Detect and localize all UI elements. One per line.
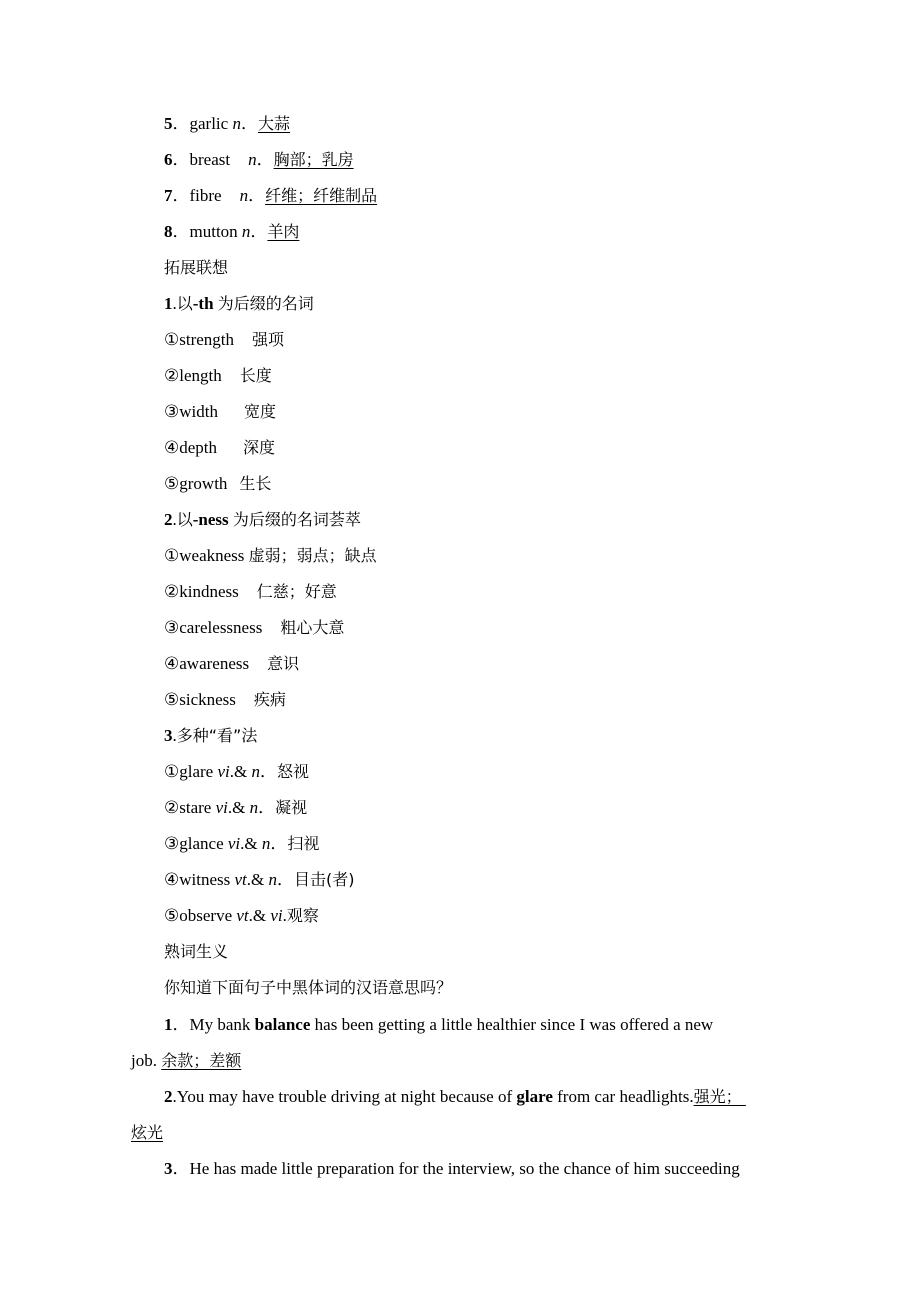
word: mutton (189, 222, 238, 241)
meaning: 疾病 (253, 690, 286, 709)
circled-number: ② (164, 798, 180, 817)
bold-word: balance (254, 1015, 311, 1034)
word: witness (179, 870, 231, 889)
part-of-speech: vt (234, 870, 247, 889)
sentence-line: 1．My bank balance has been getting a little healthier since I was offered a new (164, 1015, 714, 1034)
list-item (164, 437, 275, 459)
sentence-line: 3．He has made little preparation for the interview, so the chance of him succeeding (164, 1159, 740, 1178)
sentence-number: 2 (164, 1087, 173, 1106)
sentence-text: He has made little preparation for the interview, so the chance of him succeeding (189, 1159, 740, 1178)
part-of-speech: vi (215, 798, 228, 817)
circled-number: ① (164, 330, 180, 349)
meaning: 扫视 (287, 834, 320, 853)
list-item: ①glare vi.& n．怒视 (164, 762, 310, 781)
circled-number: ① (164, 762, 180, 781)
group-number: 2 (164, 510, 173, 529)
title-text: 多种“看”法 (176, 726, 258, 745)
word: observe (179, 906, 233, 925)
part-of-speech: vi (217, 762, 230, 781)
word: growth (179, 474, 228, 493)
circled-number: ② (164, 366, 180, 385)
part-of-speech: n (268, 870, 278, 889)
list-item: ③glance vi.& n．扫视 (164, 834, 320, 853)
list-item (164, 545, 377, 567)
item-number: 7 (164, 186, 173, 205)
circled-number: ④ (164, 654, 180, 673)
answer: 余款；差额 (161, 1051, 242, 1070)
list-item (164, 473, 271, 495)
title-rest: 为后缀的名词荟萃 (232, 510, 361, 529)
section-heading: 熟词生义 (164, 942, 229, 961)
meaning: 粗心大意 (280, 618, 345, 637)
item-number: 6 (164, 150, 173, 169)
list-item (164, 581, 337, 603)
meaning-answer: 大蒜 (257, 114, 290, 133)
circled-number: ② (164, 582, 180, 601)
circled-number: ⑤ (164, 474, 180, 493)
part-of-speech: vi (227, 834, 241, 853)
part-of-speech: n (239, 186, 249, 205)
suffix: -ness (192, 510, 229, 529)
sentence-number: 3 (164, 1159, 173, 1178)
list-item: ④witness vt.& n．目击(者) (164, 870, 355, 889)
title-prefix: 以 (176, 510, 193, 529)
vocab-item: 8．mutton n．羊肉 (164, 222, 300, 241)
group-number: 3 (164, 726, 173, 745)
meaning: 观察 (286, 906, 319, 925)
word: strength (179, 330, 235, 349)
meaning: 虚弱；弱点；缺点 (248, 546, 377, 565)
part-of-speech: n (261, 834, 271, 853)
meaning: 怒视 (277, 762, 310, 781)
list-item (164, 365, 272, 387)
word: weakness (179, 546, 245, 565)
circled-number: ⑤ (164, 906, 180, 925)
vocab-item: 7．fibre n．纤维；纤维制品 (164, 186, 378, 205)
question-prompt: 你知道下面句子中黑体词的汉语意思吗？ (164, 978, 453, 997)
part-of-speech: n (251, 762, 260, 781)
word: glance (179, 834, 224, 853)
word: width (179, 402, 218, 421)
part-of-speech: n (249, 798, 259, 817)
circled-number: ③ (164, 834, 180, 853)
word: depth (179, 438, 218, 457)
word: kindness (179, 582, 239, 601)
vocab-item: 6．breast n．胸部；乳房 (164, 150, 354, 169)
meaning: 强项 (252, 330, 285, 349)
word: awareness (179, 654, 250, 673)
meaning: 长度 (239, 366, 272, 385)
list-item (164, 689, 286, 711)
word: fibre (189, 186, 222, 205)
word: glare (179, 762, 214, 781)
circled-number: ③ (164, 618, 180, 637)
word: breast (189, 150, 231, 169)
word: stare (179, 798, 212, 817)
list-item (164, 653, 299, 675)
list-item (164, 401, 276, 423)
sentence-line (131, 1050, 241, 1072)
circled-number: ④ (164, 438, 180, 457)
sentence-text: My bank (189, 1015, 255, 1034)
suffix: -th (192, 294, 214, 313)
meaning: 凝视 (275, 798, 308, 817)
group-title: 3.多种“看”法 (164, 726, 258, 745)
answer: 炫光 (131, 1123, 164, 1142)
word: length (179, 366, 222, 385)
word: carelessness (179, 618, 263, 637)
circled-number: ③ (164, 402, 180, 421)
sentence-number: 1 (164, 1015, 173, 1034)
sentence-line: 2.You may have trouble driving at night because of glare from car headlights.强光； (164, 1087, 742, 1106)
part-of-speech: vi (270, 906, 283, 925)
part-of-speech: vt (236, 906, 249, 925)
list-item (164, 617, 344, 639)
group-title: 1.以-th 为后缀的名词 (164, 294, 314, 313)
part-of-speech: n (248, 150, 257, 169)
title-rest: 为后缀的名词 (217, 294, 314, 313)
word: sickness (179, 690, 236, 709)
sentence-text: from car headlights. (552, 1087, 694, 1106)
list-item: ⑤observe vt.& vi.观察 (164, 906, 319, 925)
circled-number: ⑤ (164, 690, 180, 709)
meaning: 深度 (243, 438, 276, 457)
sentence-text: job. (131, 1051, 162, 1070)
answer: 强光； (693, 1087, 742, 1106)
vocab-item: 5．garlic n．大蒜 (164, 114, 290, 133)
group-number: 1 (164, 294, 173, 313)
section-heading: 拓展联想 (164, 258, 229, 277)
item-number: 5 (164, 114, 173, 133)
bold-word: glare (516, 1087, 553, 1106)
meaning-answer: 纤维；纤维制品 (265, 186, 378, 205)
sentence-text: You may have trouble driving at night because of (176, 1087, 517, 1106)
group-title: 2.以-ness 为后缀的名词荟萃 (164, 510, 361, 529)
circled-number: ① (164, 546, 180, 565)
meaning: 仁慈；好意 (256, 582, 337, 601)
title-prefix: 以 (176, 294, 193, 313)
circled-number: ④ (164, 870, 180, 889)
meaning-answer: 胸部；乳房 (273, 150, 354, 169)
part-of-speech: n (241, 222, 251, 241)
meaning-answer: 羊肉 (267, 222, 300, 241)
part-of-speech: n (232, 114, 241, 133)
list-item: ②stare vi.& n．凝视 (164, 798, 308, 817)
meaning: 宽度 (243, 402, 276, 421)
item-number: 8 (164, 222, 173, 241)
word: garlic (189, 114, 229, 133)
meaning: 意识 (267, 654, 300, 673)
sentence-text: has been getting a little healthier since I was offered a new (310, 1015, 714, 1034)
sentence-line (131, 1122, 163, 1144)
list-item (164, 329, 284, 351)
meaning: 生长 (239, 474, 272, 493)
meaning: 目击(者) (294, 870, 355, 889)
